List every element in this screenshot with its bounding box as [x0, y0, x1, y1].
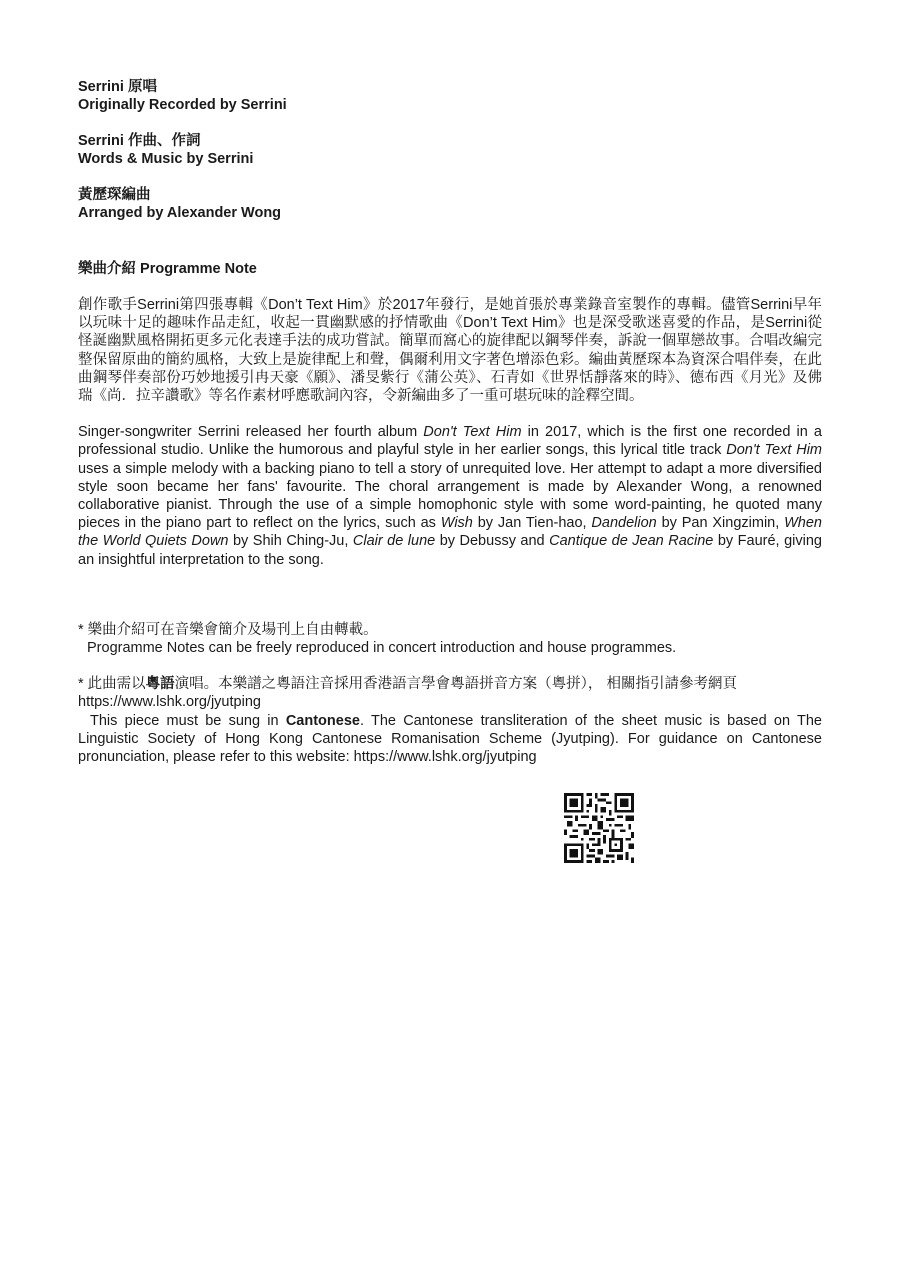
credit-original-zh: Serrini 原唱 — [78, 79, 157, 95]
footnote-cantonese-zh: * 此曲需以粵語演唱。本樂譜之粵語注音採用香港語言學會粵語拼音方案（粵拼）， 相關指引請參考網頁 https://www.lshk.org/jyutping — [78, 676, 737, 711]
footnotes — [78, 621, 822, 766]
programme-note-en: Singer-songwriter Serrini released her fourth album Don't Text Him in 2017, which is the first one recorded in a professional studio. Unlike the humorous and playful style in her earlier songs, this lyrical title track Don't Text Him uses a simple melody with a backing piano to tell a story of unrequited love. Her attempt to adapt a more diversified style soon became her fans' favourite. The choral arrangement is made by Alexander Wong, a renowned collaborative pianist. Through the use of a simple homophonic style with some word-painting, he quoted many pieces in the piano part to reflect on the lyrics, such as Wish by Jan Tien-hao, Dandelion by Pan Xingzimin, When the World Quiets Down by Shih Ching-Ju, Clair de lune by Debussy and Cantique de Jean Racine by Fauré, giving an insightful interpretation to the song. — [78, 424, 822, 568]
credit-composer-zh: Serrini 作曲、作詞 — [78, 133, 201, 149]
qr-code-icon[interactable] — [564, 793, 634, 863]
credit-composer-en: Words & Music by Serrini — [78, 151, 254, 167]
credit-composer — [78, 132, 822, 168]
credit-arranger-zh: 黃歷琛編曲 — [78, 187, 151, 203]
programme-note-heading: 樂曲介紹 Programme Note — [78, 261, 257, 277]
programme-note-zh: 創作歌手Serrini第四張專輯《Don’t Text Him》於2017年發行，是她首張於專業錄音室製作的專輯。儘管Serrini早年以玩味十足的趣味作品走紅，收起一貫幽默感的抒情歌曲《Don’t Text Him》也是深受歌迷喜愛的作品，是Serrini從怪誕幽默風格開拓更多元化表達手法的成功嘗試。簡單而窩心的旋律配以鋼琴伴奏，訴說一個單戀故事。合唱改編完整保留原曲的簡約風格，大致上是旋律配上和聲，偶爾利用文字著色增添色彩。編曲黃歷琛本為資深合唱伴奏，在此曲鋼琴伴奏部份巧妙地援引冉天豪《願》、潘旻紫行《蒲公英》、石青如《世界恬靜落來的時》、德布西《月光》及佛瑞《尚．拉辛讚歌》等名作素材呼應歌詞內容，令新編曲多了一重可堪玩味的詮釋空間。 — [78, 297, 822, 405]
footnote-reproduction-en: Programme Notes can be freely reproduced in concert introduction and house programmes. — [87, 640, 677, 657]
credit-arranger-en: Arranged by Alexander Wong — [78, 205, 282, 221]
footnote-cantonese — [78, 675, 822, 766]
credit-arranger — [78, 186, 822, 222]
credit-original-en: Originally Recorded by Serrini — [78, 97, 287, 113]
footnote-reproduction-zh: * 樂曲介紹可在音樂會簡介及場刊上自由轉載。 — [78, 621, 378, 638]
footnote-reproduction — [78, 621, 822, 657]
credit-original — [78, 78, 822, 114]
footnote-cantonese-en: This piece must be sung in Cantonese. The Cantonese transliteration of the sheet music is based on The Linguistic Society of Hong Kong Cantonese Romanisation Scheme (Jyutping). For guidance on Cantonese pronunciation, please refer to this website: https://www.lshk.org/jyutping — [78, 712, 822, 766]
document-page — [78, 78, 822, 784]
